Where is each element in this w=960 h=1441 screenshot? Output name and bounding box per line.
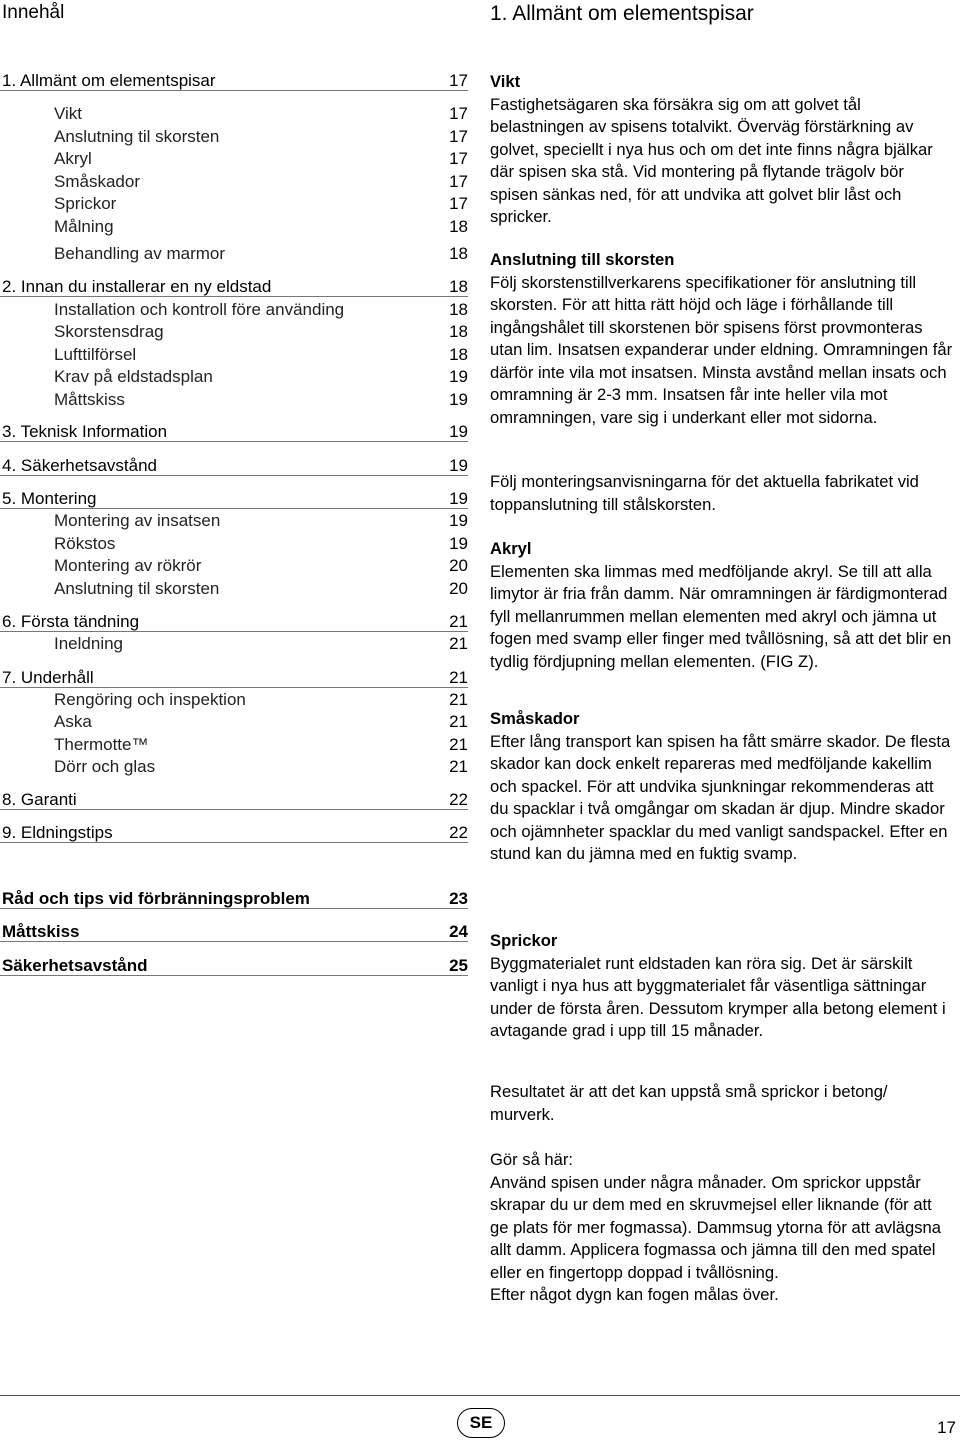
toc-entry <box>0 194 468 216</box>
toc-entry-page: 20 <box>449 579 468 598</box>
toc-entry-page: 17 <box>449 104 468 123</box>
section-paragraph: Gör så här: Använd spisen under några månader. Om sprickor uppstår skrapar du ur dem med en skruvmejsel eller liknande (för att ge plats för mer fogmassa). Dammsug ytorna för att avlägsna allt damm. Applicera fogmassa och jämna till den med spatel eller en fingertopp doppad i tvållösning. Efter något dygn kan fogen målas över. <box>490 1150 941 1304</box>
toc-entry <box>0 127 468 149</box>
toc-entry-page: 18 <box>449 244 468 263</box>
toc-entry-page: 19 <box>449 456 468 475</box>
section-paragraph: Fastighetsägaren ska försäkra sig om att golvet tål belastningen av spisens totalvikt. Överväg förstärkning av golvet, speciellt i nya hus och om det inte finns några bjälkar där spisen ska stå. Vid montering på flytande trägolv bör spisen sänkas ned, för att undvika att golvet blir låst och spricker. <box>490 94 933 226</box>
toc-entry <box>0 217 468 239</box>
text-section <box>490 471 954 516</box>
toc-entry-label: Montering av rökrör <box>54 556 202 575</box>
toc-entry-page: 17 <box>449 127 468 146</box>
toc-entry-label: Skorstensdrag <box>54 322 164 341</box>
toc-entry <box>0 534 468 556</box>
toc-entry-page: 21 <box>449 735 468 754</box>
toc-entry <box>0 422 468 444</box>
toc-entry <box>0 71 468 93</box>
chapter-header: 1. Allmänt om elementspisar <box>490 2 754 25</box>
toc-entry-label: 6. Första tändning <box>2 612 140 631</box>
toc-entry-page: 22 <box>449 790 468 809</box>
toc-entry <box>0 367 468 389</box>
toc-entry-label: 1. Allmänt om elementspisar <box>2 71 216 90</box>
toc-entry <box>0 790 468 812</box>
section-paragraph: Efter lång transport kan spisen ha fått smärre skador. De flesta skador kan dock enkelt repareras med medföljande kakellim och spackel. För att undvika sjunkningar rekommenderas att du spacklar i två omgångar om skadan är djup. Mindre skador och ojämnheter spacklar du med vanligt sandspackel. Efter en stund kan du jämna med en fuktig svamp. <box>490 731 951 863</box>
toc-entry-label: Dörr och glas <box>54 757 156 776</box>
section-paragraph: Elementen ska limmas med medföljande akryl. Se till att alla limytor är fria från damm. När omramningen är färdigmonterad fyll mellanrummen mellan elementen med akryl och jämna ut fogen med svamp eller finger med tvållösning, så att det blir en tydlig fördjupning mellan elementen. (FIG Z). <box>490 561 952 671</box>
toc-entry <box>0 922 468 944</box>
text-section <box>490 249 954 429</box>
toc-entry-page: 20 <box>449 556 468 575</box>
toc-entry-label: Lufttilförsel <box>54 345 137 364</box>
section-heading: Akryl <box>490 539 532 558</box>
section-paragraph: Byggmaterialet runt eldstaden kan röra sig. Det är särskilt vanligt i nya hus att byggmaterialet får väsentliga sättningar under de första åren. Dessutom krymper alla betong element i avtagande grad i upp till 15 månader. <box>490 953 946 1040</box>
toc-entry-label: Sprickor <box>54 194 117 213</box>
toc-entry-label: 8. Garanti <box>2 790 77 809</box>
toc-entry-label: Anslutning til skorsten <box>54 579 220 598</box>
toc-entry-page: 21 <box>449 757 468 776</box>
language-badge: SE <box>457 1408 505 1438</box>
toc-entry-page: 18 <box>449 277 468 296</box>
text-section <box>490 708 954 866</box>
toc-entry-page: 19 <box>449 367 468 386</box>
toc-entry-label: 9. Eldningstips <box>2 823 113 842</box>
toc-entry-page: 24 <box>449 922 468 941</box>
toc-entry <box>0 345 468 367</box>
toc-entry <box>0 712 468 734</box>
toc-entry <box>0 634 468 656</box>
section-paragraph: Följ skorstenstillverkarens specifikationer för anslutning till skorsten. För att hitta rätt höjd och läge i förhållande till ingångshålet till skorstenen bör spisens först provmonteras utan lim. Insatsen expanderar under eldning. Omramningen får därför inte vila mot insatsen. Minsta avstånd mellan insats och omramning är 2-3 mm. Insatsen får inte heller vila mot omramningen, vare sig i underkant eller mot sidorna. <box>490 272 953 427</box>
toc-entry <box>0 668 468 690</box>
footer-divider <box>0 1395 960 1396</box>
toc-entry-label: Installation och kontroll före använding <box>54 300 345 319</box>
toc-entry-label: Småskador <box>54 172 140 191</box>
toc-entry <box>0 690 468 712</box>
toc-entry <box>0 172 468 194</box>
toc-entry-page: 21 <box>449 690 468 709</box>
toc-entry-label: 7. Underhåll <box>2 668 94 687</box>
page-number: 17 <box>937 1418 956 1437</box>
toc-entry-page: 17 <box>449 149 468 168</box>
toc-entry <box>0 889 468 911</box>
toc-entry-page: 19 <box>449 511 468 530</box>
toc-entry <box>0 322 468 344</box>
toc-entry-page: 18 <box>449 300 468 319</box>
toc-entry-label: 5. Montering <box>2 489 97 508</box>
toc-entry <box>0 823 468 845</box>
section-paragraph: Resultatet är att det kan uppstå små sprickor i betong/ murverk. <box>490 1082 888 1124</box>
toc-entry-label: Akryl <box>54 149 92 168</box>
section-paragraph: Följ monteringsanvisningarna för det aktuella fabrikatet vid toppanslutning till stålskorsten. <box>490 472 919 514</box>
toc-entry-label: Anslutning til skorsten <box>54 127 220 146</box>
toc-entry <box>0 390 468 412</box>
toc-entry-label: Måttskiss <box>2 922 80 941</box>
toc-entry-page: 22 <box>449 823 468 842</box>
text-section <box>490 1149 954 1307</box>
toc-entry-label: Målning <box>54 217 114 236</box>
section-heading: Sprickor <box>490 931 558 950</box>
toc-entry <box>0 149 468 171</box>
toc-entry-label: Aska <box>54 712 92 731</box>
toc-entry <box>0 956 468 978</box>
toc-entry <box>0 511 468 533</box>
toc-entry <box>0 104 468 126</box>
toc-entry-label: Thermotte™ <box>54 735 149 754</box>
toc-entry-page: 21 <box>449 612 468 631</box>
toc-entry-page: 17 <box>449 172 468 191</box>
toc-entry <box>0 456 468 478</box>
toc-entry-page: 18 <box>449 345 468 364</box>
toc-entry <box>0 757 468 779</box>
toc-entry-label: 4. Säkerhetsavstånd <box>2 456 157 475</box>
section-heading: Anslutning till skorsten <box>490 250 675 269</box>
toc-entry-page: 17 <box>449 71 468 90</box>
toc-entry-page: 21 <box>449 668 468 687</box>
toc-entry-label: Säkerhetsavstånd <box>2 956 148 975</box>
text-section <box>490 930 954 1043</box>
toc-entry-page: 18 <box>449 217 468 236</box>
toc-entry-page: 17 <box>449 194 468 213</box>
toc-entry-label: Måttskiss <box>54 390 125 409</box>
toc-entry-page: 18 <box>449 322 468 341</box>
toc-entry-label: Ineldning <box>54 634 124 653</box>
toc-entry-label: Behandling av marmor <box>54 244 226 263</box>
toc-entry-page: 19 <box>449 534 468 553</box>
toc-entry-label: 3. Teknisk Information <box>2 422 168 441</box>
toc-entry-page: 25 <box>449 956 468 975</box>
toc-entry-label: Krav på eldstadsplan <box>54 367 213 386</box>
toc-entry-page: 19 <box>449 422 468 441</box>
toc-entry-page: 21 <box>449 712 468 731</box>
toc-entry <box>0 244 468 266</box>
text-section <box>490 538 954 673</box>
toc-entry <box>0 556 468 578</box>
toc-entry-page: 21 <box>449 634 468 653</box>
toc-entry <box>0 300 468 322</box>
toc-entry <box>0 579 468 601</box>
section-heading: Småskador <box>490 709 580 728</box>
toc-entry-label: Råd och tips vid förbränningsproblem <box>2 889 310 908</box>
toc-entry-label: Rengöring och inspektion <box>54 690 246 709</box>
toc-entry-page: 19 <box>449 489 468 508</box>
section-heading: Vikt <box>490 72 521 91</box>
text-section <box>490 1081 954 1126</box>
toc-entry-label: 2. Innan du installerar en ny eldstad <box>2 277 272 296</box>
toc-entry-label: Montering av insatsen <box>54 511 221 530</box>
toc-entry <box>0 277 468 299</box>
text-section <box>490 71 954 229</box>
toc-entry-page: 23 <box>449 889 468 908</box>
toc-header: Innehål <box>2 2 65 23</box>
toc-entry-page: 19 <box>449 390 468 409</box>
toc-entry <box>0 612 468 634</box>
toc-entry-label: Rökstos <box>54 534 116 553</box>
toc-entry <box>0 489 468 511</box>
toc-entry <box>0 735 468 757</box>
toc-entry-label: Vikt <box>54 104 83 123</box>
